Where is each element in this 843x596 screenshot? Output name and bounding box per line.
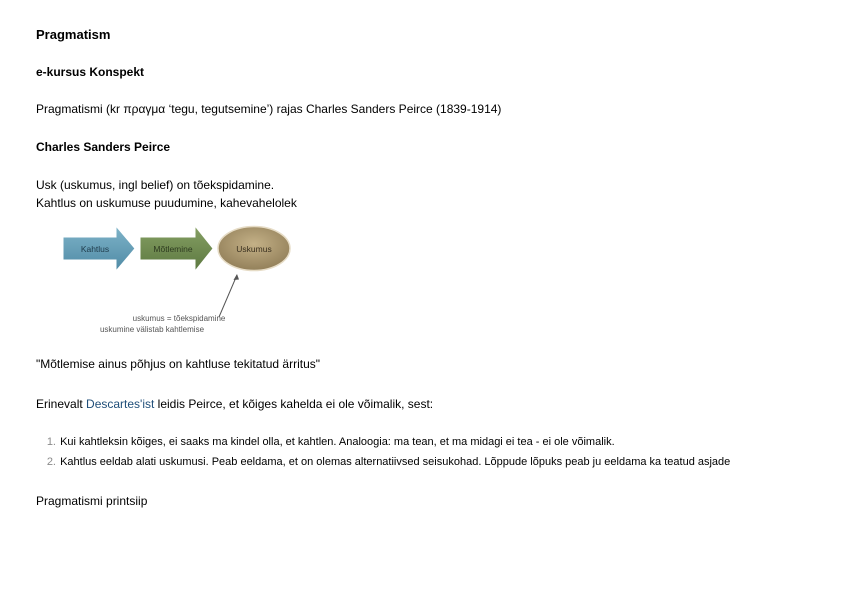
descartes-link[interactable]: Descartes'ist	[86, 397, 155, 411]
reasons-list	[36, 435, 730, 475]
section-heading: Charles Sanders Peirce	[36, 140, 171, 154]
principle-heading: Pragmatismi printsiip	[36, 494, 148, 508]
intro-paragraph: Pragmatismi (kr πραγμα ‘tegu, tegutsemine’) rajas Charles Sanders Peirce (1839-1914)	[36, 102, 502, 116]
belief-line: Usk (uskumus, ingl belief) on tõekspidamine.	[36, 178, 275, 192]
pointer-line	[219, 275, 237, 317]
quote-paragraph: "Mõtlemise ainus põhjus on kahtluse tekitatud ärritus"	[36, 357, 320, 371]
page-title: Pragmatism	[36, 27, 111, 42]
descartes-paragraph	[36, 397, 433, 411]
belief-label: Uskumus	[236, 244, 272, 254]
list-item	[36, 455, 730, 475]
pointer-arrowhead	[234, 274, 240, 280]
note-line-1: uskumus = tõekspidamine	[132, 314, 226, 323]
note-line-2: uskumine välistab kahtlemise	[99, 325, 205, 334]
list-item-text: Kahtlus eeldab alati uskumusi. Peab eeldama, et on olemas alternatiivsed seisukohad. Lõppude lõpuks peab ju eeldama ka teatud asjade	[60, 456, 731, 468]
descartes-prefix: Erinevalt	[36, 397, 87, 411]
belief-diagram	[62, 224, 302, 339]
list-item	[36, 435, 730, 455]
doubt-line: Kahtlus on uskumuse puudumine, kahevahelolek	[36, 196, 297, 210]
descartes-suffix: leidis Peirce, et kõiges kahelda ei ole võimalik, sest:	[154, 397, 434, 411]
doubt-label: Kahtlus	[80, 244, 110, 254]
list-number: 1.	[46, 436, 56, 448]
thinking-label: Mõtlemine	[153, 244, 193, 254]
list-item-text: Kui kahtleksin kõiges, ei saaks ma kindel olla, et kahtlen. Analoogia: ma tean, et ma midagi ei tea - ei ole võimalik.	[60, 436, 615, 448]
list-number: 2.	[46, 456, 56, 468]
page-subtitle: e-kursus Konspekt	[36, 65, 145, 79]
